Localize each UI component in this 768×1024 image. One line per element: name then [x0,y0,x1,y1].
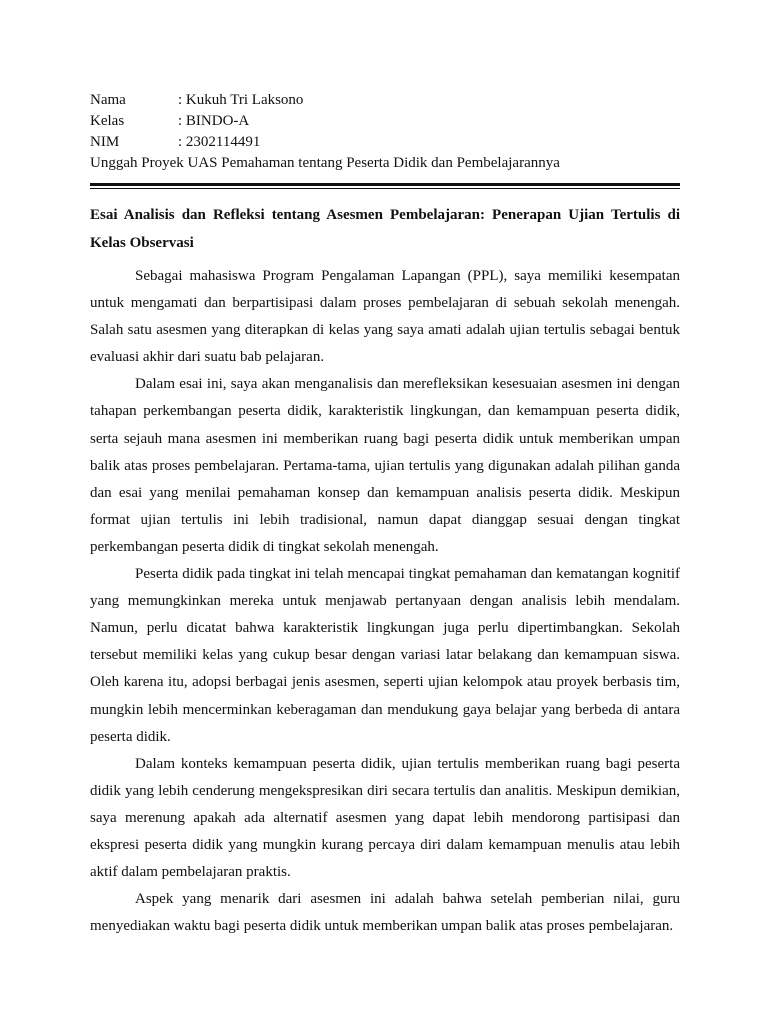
info-row-name [90,90,680,111]
essay-body [90,263,680,940]
essay-title: Esai Analisis dan Refleksi tentang Asesmen Pembelajaran: Penerapan Ujian Tertulis di Kelas Observasi [90,207,680,251]
document-page [90,90,680,940]
info-row-class [90,111,680,132]
info-value: : Kukuh Tri Laksono [178,92,304,108]
info-label: NIM [90,134,120,150]
info-value: : BINDO-A [178,113,250,129]
divider-thin [90,188,680,189]
essay-paragraph: Sebagai mahasiswa Program Pengalaman Lapangan (PPL), saya memiliki kesempatan untuk mengamati dan berpartisipasi dalam proses pembelajaran di sebuah sekolah menengah. Salah satu asesmen yang diterapkan di kelas yang saya amati adalah ujian tertulis sebagai bentuk evaluasi akhir dari suatu bab pelajaran. [90,268,680,366]
essay-paragraph: Dalam konteks kemampuan peserta didik, ujian tertulis memberikan ruang bagi peserta didik yang lebih cenderung mengekspresikan diri secara tertulis dan analitis. Meskipun demikian, saya merenung apakah ada alternatif asesmen yang dapat lebih mendorong partisipasi dan ekspresi peserta didik yang mungkin kurang percaya diri dalam kemampuan menulis atau lebih aktif dalam pembelajaran praktis. [90,755,680,881]
course-title: Unggah Proyek UAS Pemahaman tentang Peserta Didik dan Pembelajarannya [90,155,560,171]
essay-paragraph: Peserta didik pada tingkat ini telah mencapai tingkat pemahaman dan kematangan kognitif yang memungkinkan mereka untuk menjawab pertanyaan dengan analisis lebih mendalam. Namun, perlu dicatat bahwa karakteristik lingkungan juga perlu dipertimbangkan. Sekolah tersebut memiliki kelas yang cukup besar dengan variasi latar belakang dan kemampuan siswa. Oleh karena itu, adopsi berbagai jenis asesmen, seperti ujian kelompok atau proyek berbasis tim, mungkin lebih mencerminkan keberagaman dan mendukung gaya belajar yang berbeda di antara peserta didik. [90,566,680,745]
divider-thick [90,183,680,186]
student-info [90,90,680,174]
info-value: : 2302114491 [178,134,261,150]
info-row-nim [90,132,680,153]
header-divider [90,183,680,189]
essay-paragraph: Aspek yang menarik dari asesmen ini adalah bahwa setelah pemberian nilai, guru menyediakan waktu bagi peserta didik untuk memberikan umpan balik atas proses pembelajaran. [90,891,680,935]
info-label: Kelas [90,113,125,129]
info-label: Nama [90,92,126,108]
essay-paragraph: Dalam esai ini, saya akan menganalisis dan merefleksikan kesesuaian asesmen ini dengan tahapan perkembangan peserta didik, karakteristik lingkungan, dan kemampuan peserta didik, serta sejauh mana asesmen ini memberikan ruang bagi peserta didik untuk memberikan umpan balik atas proses pembelajaran. Pertama-tama, ujian tertulis yang digunakan adalah pilihan ganda dan esai yang menilai pemahaman konsep dan kemampuan analisis peserta didik. Meskipun format ujian tertulis ini lebih tradisional, namun dapat dianggap sesuai dengan tingkat perkembangan peserta didik di tingkat sekolah menengah. [90,376,680,555]
